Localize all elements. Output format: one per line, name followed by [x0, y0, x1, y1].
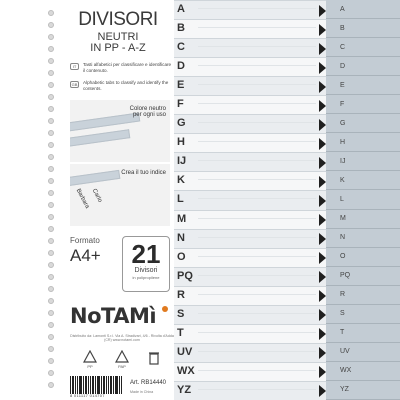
write-line — [198, 389, 316, 390]
arrow-right-icon — [319, 119, 326, 131]
write-line — [198, 237, 316, 238]
barcode-number: 8 011117 014707 — [70, 393, 105, 398]
divider-count: 21 — [131, 239, 161, 269]
made-in: Made in China — [130, 390, 154, 394]
binder-hole — [48, 274, 54, 280]
write-line — [198, 294, 316, 295]
write-line — [198, 332, 316, 333]
index-letter: K — [177, 174, 185, 187]
tab-letter: M — [340, 215, 346, 223]
tab-letter: G — [340, 119, 346, 127]
info-panel — [60, 0, 172, 400]
arrow-right-icon — [319, 24, 326, 36]
binder-hole — [48, 190, 54, 196]
binder-hole — [48, 154, 54, 160]
description-english — [70, 80, 172, 91]
logo-accent-dot — [162, 306, 168, 312]
index-row — [174, 190, 326, 209]
divider-tab — [326, 57, 400, 76]
flag-icon: IT — [70, 63, 79, 70]
article-code: Art. RB14440 — [130, 380, 167, 386]
description-italian — [70, 62, 172, 73]
description-text: Alphabetic tabs to classify and identify the contents. — [83, 80, 169, 91]
index-row — [174, 57, 326, 76]
arrow-right-icon — [319, 233, 326, 245]
binder-hole — [48, 70, 54, 76]
sample-label: Crea il tuo indice — [121, 170, 166, 176]
binder-hole — [48, 370, 54, 376]
tab-letter: C — [340, 43, 346, 51]
arrow-right-icon — [319, 81, 326, 93]
binder-hole — [48, 358, 54, 364]
arrow-right-icon — [319, 385, 326, 397]
arrow-right-icon — [319, 195, 326, 207]
write-line — [198, 122, 316, 123]
sample-label: Colore neutro per ogni uso — [129, 106, 166, 118]
index-letter: G — [177, 117, 186, 130]
handwritten-name: Barbara — [74, 188, 91, 210]
write-line — [198, 370, 316, 371]
recycle-triangle-icon — [112, 350, 132, 370]
flag-icon: GB — [71, 82, 78, 87]
divider-tab — [326, 381, 400, 400]
divider-tab — [326, 171, 400, 190]
binder-hole — [48, 322, 54, 328]
divider-tab — [326, 19, 400, 38]
tab-letter: H — [340, 138, 346, 146]
index-letter: H — [177, 136, 185, 149]
sample-divider-tab — [70, 129, 130, 148]
brand-logo — [70, 304, 174, 330]
index-grid — [174, 0, 326, 400]
binder-hole — [48, 118, 54, 124]
binder-hole — [48, 334, 54, 340]
write-line — [198, 141, 316, 142]
arrow-right-icon — [319, 176, 326, 188]
brand-name: NoTAMì — [70, 304, 157, 328]
tab-letter: L — [340, 195, 344, 203]
divider-tab — [326, 95, 400, 114]
binder-hole — [48, 94, 54, 100]
tab-strip — [326, 0, 400, 400]
divider-tab — [326, 152, 400, 171]
index-letter: C — [177, 41, 185, 54]
barcode — [70, 376, 122, 394]
index-row — [174, 19, 326, 38]
binder-hole — [48, 346, 54, 352]
sample-create-index — [70, 164, 170, 226]
tab-letter: A — [340, 5, 345, 13]
recycle-triangle-icon — [80, 350, 100, 370]
binder-hole — [48, 34, 54, 40]
divider-tab — [326, 267, 400, 286]
arrow-right-icon — [319, 252, 326, 264]
binder-hole — [48, 214, 54, 220]
binder-hole — [48, 202, 54, 208]
index-letter: E — [177, 79, 185, 92]
divider-tab — [326, 229, 400, 248]
binder-hole — [48, 142, 54, 148]
tab-letter: IJ — [340, 157, 346, 165]
index-letter: D — [177, 60, 185, 73]
binder-hole — [48, 58, 54, 64]
title-line-3: IN PP - A-Z — [90, 42, 146, 54]
index-row — [174, 133, 326, 152]
tab-letter: YZ — [340, 386, 349, 394]
index-letter: N — [177, 231, 185, 244]
format-value: A4+ — [70, 246, 101, 265]
index-letter: S — [177, 307, 185, 320]
index-row — [174, 362, 326, 381]
arrow-right-icon — [319, 347, 326, 359]
tab-letter: E — [340, 81, 345, 89]
write-line — [198, 160, 316, 161]
index-letter: UV — [177, 345, 193, 358]
tab-letter: T — [340, 329, 345, 337]
divider-tab — [326, 305, 400, 324]
index-row — [174, 171, 326, 190]
index-row — [174, 267, 326, 286]
index-letter: PQ — [177, 269, 193, 282]
arrow-right-icon — [319, 5, 326, 17]
divider-tab — [326, 190, 400, 209]
index-letter: L — [177, 193, 184, 206]
write-line — [198, 351, 316, 352]
binder-hole — [48, 250, 54, 256]
arrow-right-icon — [319, 309, 326, 321]
divider-tab — [326, 133, 400, 152]
binder-hole — [48, 286, 54, 292]
tab-letter: N — [340, 234, 346, 242]
binder-hole — [48, 22, 54, 28]
write-line — [198, 313, 316, 314]
sample-divider-tab — [70, 170, 120, 187]
format-label: Formato — [70, 236, 100, 245]
symbol-label: PP — [87, 364, 93, 369]
index-letter: M — [177, 212, 187, 225]
binder-hole — [48, 178, 54, 184]
divider-tab — [326, 286, 400, 305]
index-row — [174, 248, 326, 267]
divider-count-label: Divisori — [134, 267, 158, 274]
tab-letter: R — [340, 291, 346, 299]
arrow-right-icon — [319, 271, 326, 283]
tab-letter: O — [340, 253, 346, 261]
index-letter: F — [177, 98, 184, 111]
arrow-right-icon — [319, 138, 326, 150]
tab-letter: WX — [340, 367, 352, 375]
divider-tab — [326, 114, 400, 133]
write-line — [198, 256, 316, 257]
index-row — [174, 305, 326, 324]
write-line — [198, 65, 316, 66]
index-row — [174, 38, 326, 57]
divider-tab — [326, 210, 400, 229]
index-row — [174, 114, 326, 133]
index-row — [174, 0, 326, 19]
tab-letter: F — [340, 100, 345, 108]
description-text: Tasti alfabetici per classificare e identificare il contenuto. — [83, 62, 172, 73]
index-letter: WX — [177, 364, 195, 377]
binder-hole — [48, 238, 54, 244]
arrow-right-icon — [319, 157, 326, 169]
format-box — [70, 236, 118, 292]
write-line — [198, 103, 316, 104]
tab-letter: D — [340, 62, 346, 70]
arrow-right-icon — [319, 328, 326, 340]
binder-hole — [48, 310, 54, 316]
arrow-right-icon — [319, 62, 326, 74]
write-line — [198, 179, 316, 180]
tab-letter: PQ — [340, 272, 351, 280]
write-line — [198, 218, 316, 219]
arrow-right-icon — [319, 366, 326, 378]
tab-letter: B — [340, 24, 345, 32]
write-line — [198, 84, 316, 85]
index-letter: R — [177, 288, 185, 301]
divider-tab — [326, 0, 400, 19]
tab-letter: K — [340, 176, 345, 184]
index-row — [174, 152, 326, 171]
index-row — [174, 229, 326, 248]
binder-hole — [48, 106, 54, 112]
index-row — [174, 381, 326, 400]
distributor-info: Distribuito da: Lamonti S.r.l. Via A. Stradivari, 4/6 - Rivolta d'Adda (CR) www.notami.com — [70, 334, 174, 343]
arrow-right-icon — [319, 100, 326, 112]
write-line — [198, 275, 316, 276]
index-row — [174, 343, 326, 362]
divider-tab — [326, 38, 400, 57]
index-row — [174, 324, 326, 343]
index-row — [174, 286, 326, 305]
divider-tab — [326, 362, 400, 381]
arrow-right-icon — [319, 214, 326, 226]
index-letter: A — [177, 3, 185, 15]
index-letter: T — [177, 326, 184, 339]
binder-hole — [48, 298, 54, 304]
binder-hole — [48, 46, 54, 52]
write-line — [198, 27, 316, 28]
index-letter: YZ — [177, 383, 192, 396]
title-main: DIVISORI — [78, 9, 158, 30]
divider-tab — [326, 343, 400, 362]
symbol-label: PAP — [118, 364, 126, 369]
index-row — [174, 95, 326, 114]
divider-count-box — [122, 236, 170, 292]
binder-hole — [48, 166, 54, 172]
index-row — [174, 76, 326, 95]
binder-hole — [48, 10, 54, 16]
handwritten-name: Carlo — [90, 188, 103, 204]
divider-tab — [326, 324, 400, 343]
recycle-bin-icon — [144, 350, 164, 370]
sample-neutral-color — [70, 100, 170, 162]
index-row — [174, 210, 326, 229]
product-title — [66, 10, 170, 54]
binder-hole — [48, 82, 54, 88]
binder-hole — [48, 262, 54, 268]
title-line-2: NEUTRI — [97, 31, 139, 43]
binder-hole — [48, 130, 54, 136]
arrow-right-icon — [319, 43, 326, 55]
arrow-right-icon — [319, 290, 326, 302]
tab-letter: S — [340, 310, 345, 318]
recycling-symbols — [80, 350, 164, 372]
divider-tab — [326, 76, 400, 95]
binder-hole — [48, 382, 54, 388]
write-line — [198, 8, 316, 9]
index-letter: B — [177, 22, 185, 35]
index-letter: O — [177, 250, 186, 263]
binder-hole — [48, 226, 54, 232]
index-letter: IJ — [177, 155, 187, 168]
divider-material: in polipropilene — [132, 275, 160, 280]
write-line — [198, 198, 316, 199]
divider-tab — [326, 248, 400, 267]
tab-letter: UV — [340, 348, 350, 356]
write-line — [198, 46, 316, 47]
